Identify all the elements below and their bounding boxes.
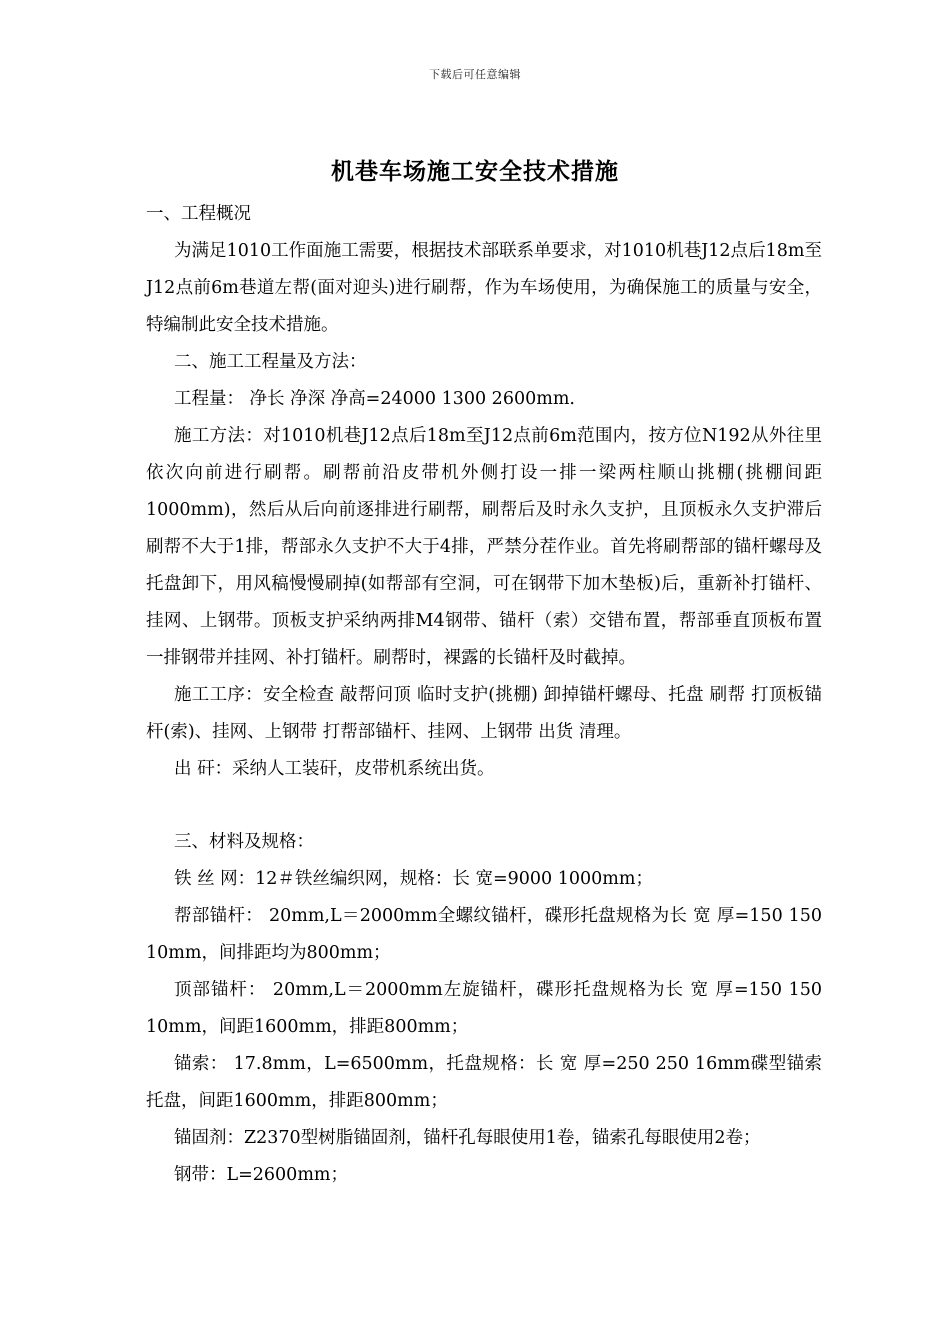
- header-note: 下载后可任意编辑: [429, 68, 521, 81]
- sequence-paragraph: 施工工序：安全检查 敲帮问顶 临时支护(挑棚) 卸掉锚杆螺母、托盘 刷帮 打顶板锚杆(索)、挂网、上钢带 打帮部锚杆、挂网、上钢带 出货 清理。: [146, 685, 822, 742]
- side-bolt-paragraph: 帮部锚杆： 20mm,L＝2000mm全螺纹锚杆，碟形托盘规格为长 宽 厚=150 150 10mm，间排距均为800mm；: [146, 906, 822, 963]
- method-paragraph: 施工方法：对1010机巷J12点后18m至J12点前6m范围内，按方位N192从外往里依次向前进行刷帮。刷帮前沿皮带机外侧打设一排一梁两柱顺山挑棚(挑棚间距1000mm)，然后从后向前逐排进行刷帮，刷帮后及时永久支护，且顶板永久支护滞后刷帮不大于1排，帮部永久支护不大于4排，严禁分茬作业。首先将刷帮部的锚杆螺母及托盘卸下，用风稿慢慢刷掉(如帮部有空洞，可在钢带下加木垫板)后，重新补打锚杆、挂网、上钢带。顶板支护采纳两排M4钢带、锚杆（索）交错布置，帮部垂直顶板布置一排钢带并挂网、补打锚杆。刷帮时，裸露的长锚杆及时截掉。: [146, 426, 822, 668]
- quantity-paragraph: 工程量： 净长 净深 净高=24000 1300 2600mm.: [174, 389, 575, 409]
- overview-paragraph: 为满足1010工作面施工需要，根据技术部联系单要求，对1010机巷J12点后18m至J12点前6m巷道左帮(面对迎头)进行刷帮，作为车场使用，为确保施工的质量与安全，特编制此安全技术措施。: [146, 241, 822, 335]
- output-paragraph: 出 矸：采纳人工装矸，皮带机系统出货。: [174, 759, 495, 779]
- document-title: 机巷车场施工安全技术措施: [331, 158, 619, 185]
- section-heading-materials: 三、材料及规格：: [174, 832, 314, 852]
- document-body: [146, 196, 822, 1194]
- steel-band-paragraph: 钢带：L=2600mm；: [174, 1165, 349, 1185]
- resin-paragraph: 锚固剂：Z2370型树脂锚固剂，锚杆孔每眼使用1卷，锚索孔每眼使用2卷；: [174, 1128, 761, 1148]
- mesh-paragraph: 铁 丝 网：12＃铁丝编织网，规格：长 宽=9000 1000mm；: [174, 869, 653, 889]
- blank-line: [146, 788, 822, 824]
- roof-bolt-paragraph: 顶部锚杆： 20mm,L＝2000mm左旋锚杆，碟形托盘规格为长 宽 厚=150 150 10mm，间距1600mm，排距800mm；: [146, 980, 822, 1037]
- section-heading-method: 二、施工工程量及方法：: [174, 352, 367, 372]
- cable-paragraph: 锚索： 17.8mm，L=6500mm，托盘规格：长 宽 厚=250 250 16mm碟型锚索托盘，间距1600mm，排距800mm；: [146, 1054, 822, 1111]
- section-heading-overview: 一、工程概况: [146, 204, 251, 224]
